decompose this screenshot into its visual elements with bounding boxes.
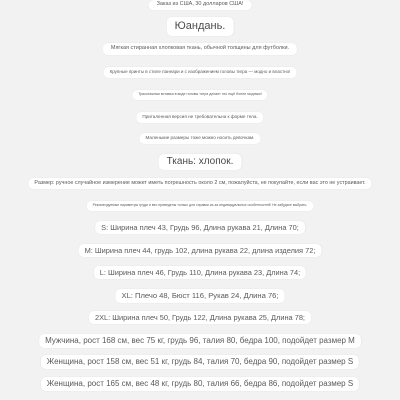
size-m: M: Ширина плеч 44, грудь 102, длина рукава 22, длина изделия 72; [79,244,322,257]
fabric-description: Мягкая стиранная хлопковая ткань, обычной толщины для футболки. [103,43,297,55]
size-l: L: Ширина плеч 46, Грудь 110, Длина рукава 23, Длина 74; [94,266,306,279]
measurement-note: Размер: ручное случайное измерение может иметь погрешность около 2 см, пожалуйста, не покупайте, если вас это не устраивает. [28,178,371,189]
recommendation-note: Рекомендуемые параметры груди и вес приведены только для справки из-за индивидуальных особенностей! Не забудьте выбрать. [87,201,314,211]
fit-example-man: Мужчина, рост 168 см, вес 75 кг, грудь 96, талия 80, бедра 100, подойдет размер M [39,334,361,348]
size-2xl: 2XL: Ширина плеч 50, Грудь 122, Длина рукава 25, Длина 78; [89,311,311,324]
product-name: Юандань. [167,17,234,36]
size-s: S: Ширина плеч 43, Грудь 96, Длина рукава 21, Длина 70; [95,221,305,234]
insert-description: Трикотажная вставка в виде головы тигра делает это ещё более модным! [132,90,267,100]
fit-example-woman-2: Женщина, рост 165 см, вес 48 кг, грудь 80, талия 66, бедра 86, подойдет размер S [41,377,359,391]
size-note: Маленькие размеры тоже можно носить девочкам. [140,133,261,144]
fit-description: Приталенная версия не требовательна к форме тела. [136,112,263,123]
fit-example-woman-1: Женщина, рост 158 см, вес 51 кг, грудь 84, талия 70, бедра 90, подойдет размер S [41,355,359,369]
size-xl: XL: Плечо 48, Бюст 116, Рукав 24, Длина 76; [116,289,285,303]
print-description: Крупные принты в стиле панеари и с изображением головы тигра — модно и властно! [104,67,297,78]
order-note: Заказ из США, 30 долларов США! [149,0,252,10]
fabric-label: Ткань: хлопок. [159,154,242,170]
